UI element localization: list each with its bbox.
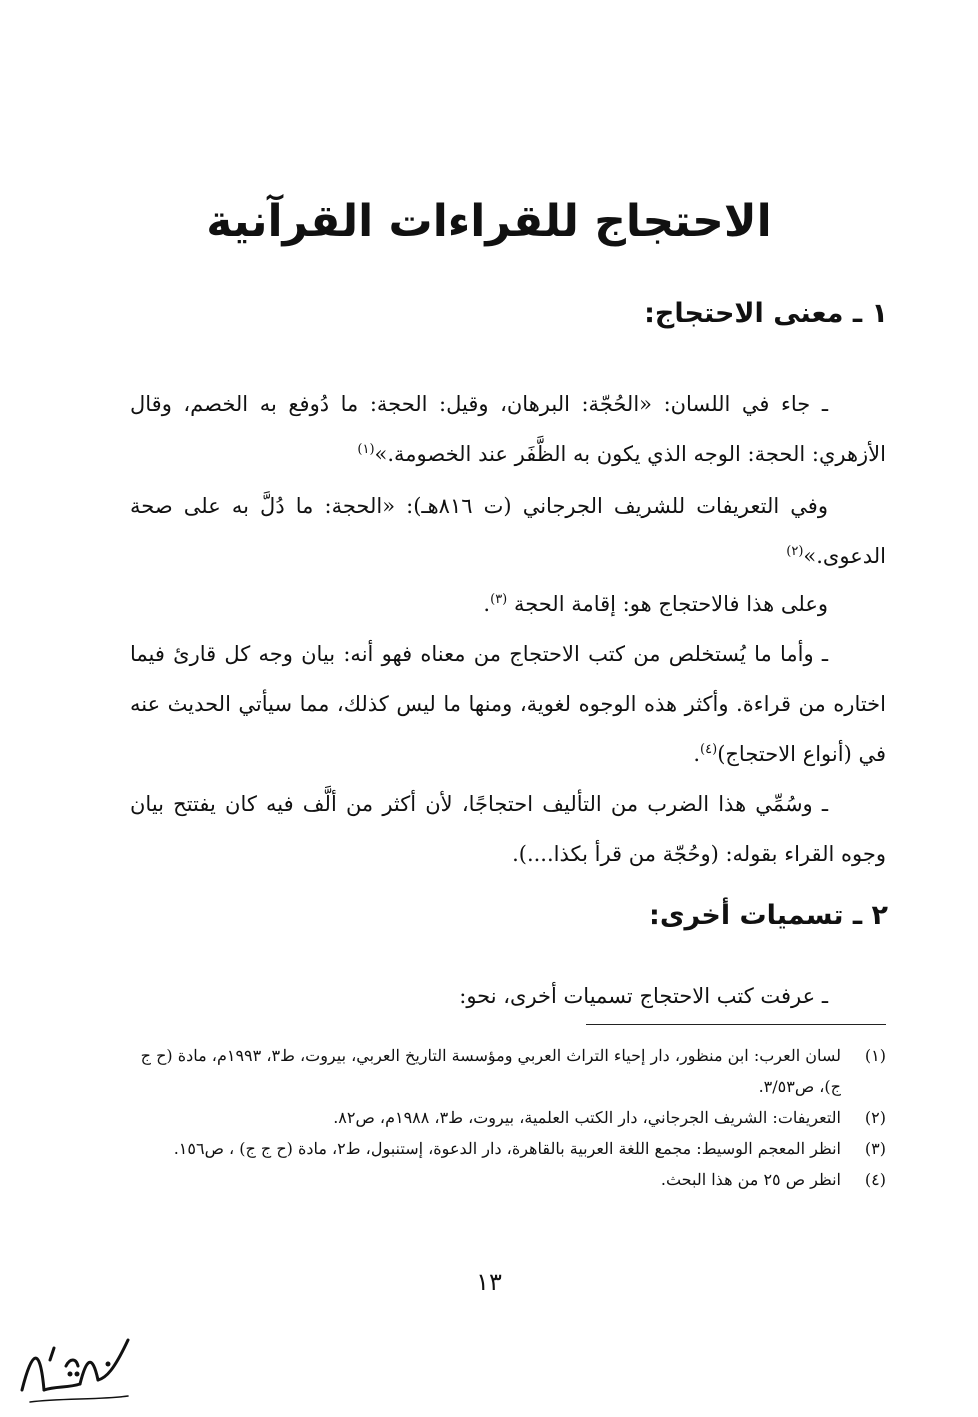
section-heading-meaning: ١ ـ معنى الاحتجاج: [644, 298, 888, 329]
paragraph-end-mark: . [693, 742, 701, 766]
footnote-number: (٤) [864, 1170, 886, 1189]
footnote-item [130, 1164, 886, 1195]
section-heading-other-names: ٢ ـ تسميات أخرى: [649, 900, 888, 931]
footnote-ref: (٤) [700, 742, 718, 757]
footnote-number: (١) [864, 1046, 886, 1065]
paragraph-text: ـ وأما ما يُستخلص من كتب الاحتجاج من معناه فهو أنه: بيان وجه كل قارئ فيما اختاره من قراءة. وأكثر هذه الوجوه لغوية، ومنها ما ليس كذلك، مما سيأتي الحديث عنه في (أنواع الاحتجاج) [130, 642, 886, 766]
footnote-number: (٢) [864, 1108, 886, 1127]
footnote-text: التعريفات: الشريف الجرجاني، دار الكتب العلمية، بيروت، ط٣، ١٩٨٨م، ص٨٢. [333, 1108, 841, 1127]
paragraph-naming [130, 779, 886, 879]
paragraph-text: وفي التعريفات للشريف الجرجاني (ت ٨١٦هـ): «الحجة: ما دُلَّ به على صحة الدعوى.» [130, 494, 886, 568]
footnotes [130, 1040, 886, 1195]
footnote-item [130, 1040, 886, 1102]
paragraph-other-names [130, 971, 886, 1021]
footnote-number: (٣) [864, 1139, 886, 1158]
footnote-ref: (١) [357, 442, 375, 457]
paragraph-text: وعلى هذا فالاحتجاج هو: إقامة الحجة [513, 592, 828, 616]
paragraph-text: ـ عرفت كتب الاحتجاج تسميات أخرى، نحو: [459, 984, 828, 1008]
footnote-ref: (٣) [490, 592, 508, 607]
footnote-text: انظر ص ٢٥ من هذا البحث. [660, 1170, 841, 1189]
footnote-item [130, 1102, 886, 1133]
page-title: الاحتجاج للقراءات القرآنية [206, 196, 772, 247]
paragraph-text: ـ وسُمِّي هذا الضرب من التأليف احتجاجًا، لأن أكثر من ألَّف فيه كان يفتتح بيان وجوه القراء بقوله: (وحُجّة من قرأ بكذا....). [130, 792, 886, 866]
footnote-item [130, 1133, 886, 1164]
paragraph-end-mark: . [483, 592, 491, 616]
paragraph-lisan-definition [130, 379, 886, 479]
paragraph-extracted-meaning [130, 629, 886, 779]
footnote-ref: (٢) [786, 544, 804, 559]
paragraph-conclusion [130, 579, 886, 629]
footnote-text: لسان العرب: ابن منظور، دار إحياء التراث العربي ومؤسسة التاريخ العربي، بيروت، ط٣، ١٩٩٣م، مادة (ح ج ج)، ص٣/٥٣. [140, 1046, 841, 1096]
paragraph-text: ـ جاء في اللسان: «الحُجّة: البرهان، وقيل: الحجة: ما دُوفع به الخصم، وقال الأزهري: الحجة: الوجه الذي يكون به الظَّفَر عند الخصومة.» [130, 392, 886, 466]
library-stamp-logo [10, 1320, 140, 1410]
page-number: ١٣ [476, 1268, 502, 1296]
footnote-divider [586, 1024, 886, 1025]
footnote-text: انظر المعجم الوسيط: مجمع اللغة العربية بالقاهرة، دار الدعوة، إستنبول، ط٢، مادة (ح ج ج) ، ص١٥٦. [173, 1139, 841, 1158]
paragraph-tarifat-definition [130, 481, 886, 581]
